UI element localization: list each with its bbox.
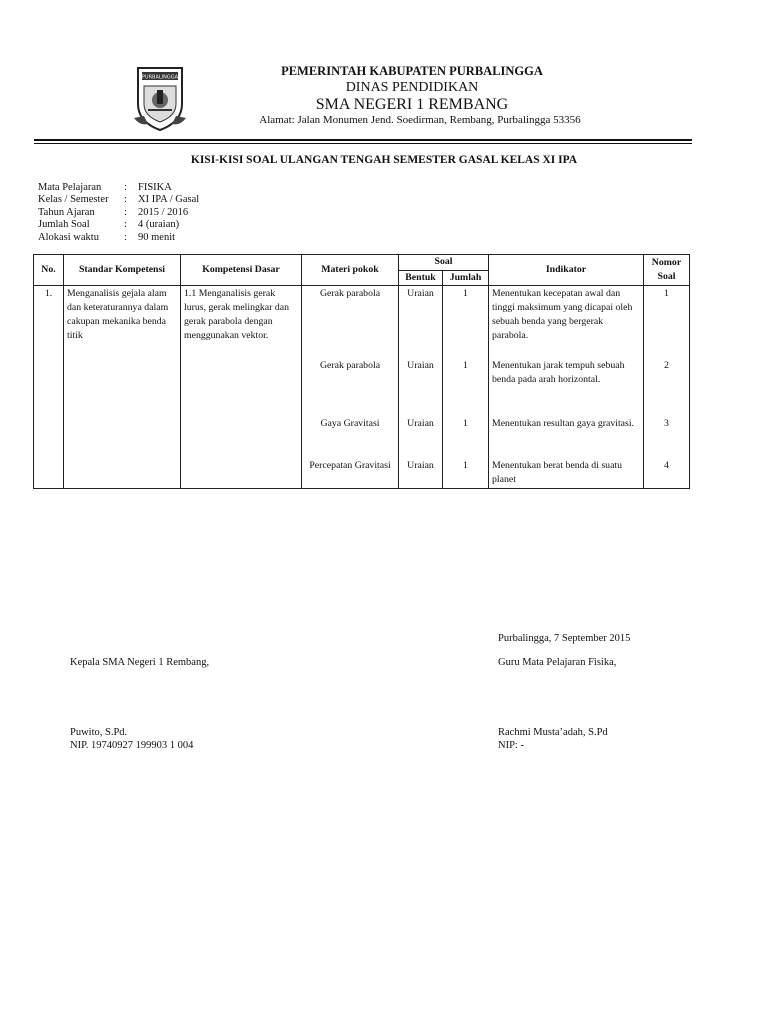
cell-standar-kompetensi [64,286,181,489]
info-row [38,219,199,231]
place-date: Purbalingga, 7 September 2015 [498,633,631,644]
info-value: 4 (uraian) [138,219,180,231]
indikator-item: Menentukan jarak tempuh sebuah benda pada arah horizontal. [492,360,625,385]
info-value: FISIKA [138,182,172,193]
cell-no [34,286,64,489]
teacher-role: Guru Mata Pelajaran Fisika, [498,657,617,668]
info-row [38,207,199,219]
bentuk-item: Uraian [407,288,434,299]
info-label: Jumlah Soal [38,219,90,231]
table-row [34,286,690,489]
teacher-name: Rachmi Musta’adah, S.Pd [498,727,608,738]
cell-kompetensi-dasar [181,286,302,489]
info-colon: : [124,182,127,193]
row-number: 1. [44,288,53,299]
cell-indikator-column [489,286,644,489]
info-value: 2015 / 2016 [138,206,189,218]
principal-role: Kepala SMA Negeri 1 Rembang, [70,657,210,668]
header-indikator: Indikator [489,255,644,286]
bentuk-item: Uraian [407,418,434,429]
jumlah-item: 1 [463,418,468,429]
header-materi-pokok: Materi pokok [302,255,399,286]
header-department: DINAS PENDIDIKAN [345,80,479,95]
jumlah-item: 1 [463,360,468,371]
materi-item: Gerak parabola [319,288,381,299]
header-government: PEMERINTAH KABUPATEN PURBALINGGA [281,64,543,78]
cell-nomor-column [644,286,690,489]
info-row [38,232,199,244]
header-rule-thick [34,139,692,141]
info-value: 90 menit [138,231,176,243]
header-kompetensi-dasar: Kompetensi Dasar [181,255,302,286]
header-no: No. [34,255,64,286]
nomor-item: 2 [664,360,669,371]
info-label: Alokasi waktu [38,231,99,243]
indikator-item: Menentukan kecepatan awal dan tinggi maksimum yang dicapai oleh sebuah benda yang bergerak parabola. [492,288,633,341]
nomor-item: 4 [664,460,669,471]
info-label: Kelas / Semester [38,194,109,206]
bentuk-item: Uraian [407,460,434,471]
principal-nip: NIP. 19740927 199903 1 004 [70,740,194,751]
header-standar-kompetensi: Standar Kompetensi [64,255,181,286]
nomor-item: 1 [664,288,669,299]
header-jumlah: Jumlah [443,270,489,286]
document-title: KISI-KISI SOAL ULANGAN TENGAH SEMESTER GASAL KELAS XI IPA [190,154,578,166]
info-block [38,182,199,244]
info-row [38,194,199,206]
indikator-item: Menentukan berat benda di suatu planet [492,460,623,485]
header-bentuk: Bentuk [399,270,443,286]
info-colon: : [124,206,127,218]
cell-bentuk-column [399,286,443,489]
kompetensi-dasar-text: 1.1 Menganalisis gerak lurus, gerak melingkar dan gerak parabola dengan menggunakan vektor. [184,288,290,341]
standar-kompetensi-text: Menganalisis gejala alam dan keteraturannya dalam cakupan mekanika benda titik [67,288,169,341]
indikator-item: Menentukan resultan gaya gravitasi. [492,418,635,429]
info-value: XI IPA / Gasal [138,194,200,206]
header-nomor-soal: Nomor Soal [644,255,690,286]
header-soal: Soal [399,255,489,271]
teacher-nip: NIP: - [498,740,524,751]
jumlah-item: 1 [463,288,468,299]
principal-name: Puwito, S.Pd. [70,727,128,738]
info-row [38,182,199,194]
logo-text: PURBALINGGA [141,74,179,81]
bentuk-item: Uraian [407,360,434,371]
materi-item: Percepatan Gravitasi [309,460,391,471]
info-colon: : [124,194,127,206]
cell-jumlah-column [443,286,489,489]
kisi-kisi-table [33,254,690,489]
info-colon: : [124,231,127,243]
header-school-name: SMA NEGERI 1 REMBANG [315,96,509,113]
nomor-item: 3 [664,418,669,429]
header-address: Alamat: Jalan Monumen Jend. Soedirman, Rembang, Purbalingga 53356 [259,114,581,126]
info-label: Mata Pelajaran [38,182,102,193]
jumlah-item: 1 [463,460,468,471]
info-label: Tahun Ajaran [38,206,95,218]
cell-materi-column [302,286,399,489]
materi-item: Gerak parabola [319,360,381,371]
header-rule-thin [34,143,692,144]
materi-item: Gaya Gravitasi [320,418,380,429]
info-colon: : [124,219,127,231]
